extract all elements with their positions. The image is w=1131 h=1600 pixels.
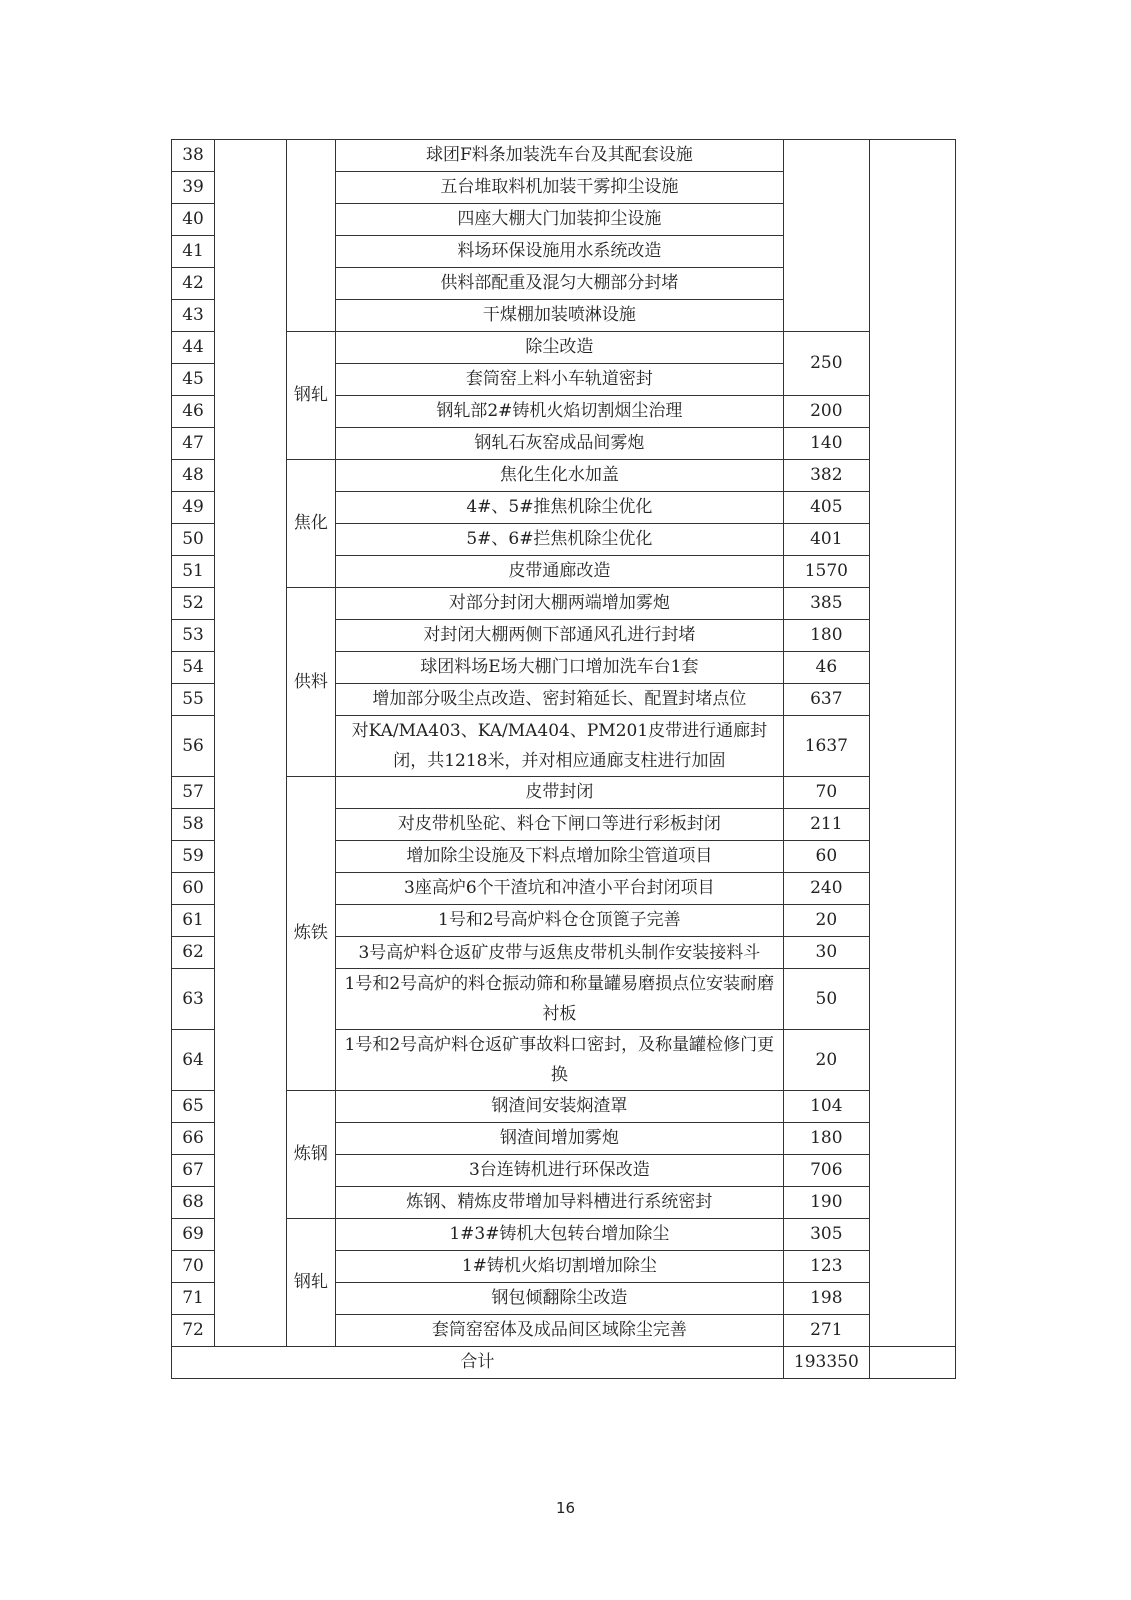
total-row [172, 1347, 956, 1379]
row-number: 39 [172, 172, 215, 204]
row-number: 61 [172, 905, 215, 937]
amount-cell: 271 [783, 1315, 869, 1347]
item-cell: 1号和2号高炉的料仓振动筛和称量罐易磨损点位安装耐磨衬板 [335, 969, 783, 1030]
amount-cell: 140 [783, 428, 869, 460]
table-row [172, 588, 956, 620]
amount-cell: 401 [783, 524, 869, 556]
item-cell: 皮带通廊改造 [335, 556, 783, 588]
amount-cell: 104 [783, 1091, 869, 1123]
item-cell: 钢渣间增加雾炮 [335, 1123, 783, 1155]
amount-cell: 30 [783, 937, 869, 969]
department-cell: 供料 [286, 588, 335, 777]
row-number: 71 [172, 1283, 215, 1315]
table-row [172, 140, 956, 172]
row-number: 62 [172, 937, 215, 969]
row-number: 67 [172, 1155, 215, 1187]
item-cell: 3座高炉6个干渣坑和冲渣小平台封闭项目 [335, 873, 783, 905]
amount-cell: 70 [783, 777, 869, 809]
category-cell [215, 140, 287, 1347]
item-cell: 皮带封闭 [335, 777, 783, 809]
row-number: 41 [172, 236, 215, 268]
row-number: 49 [172, 492, 215, 524]
item-cell: 1号和2号高炉料仓仓顶篦子完善 [335, 905, 783, 937]
department-cell: 炼铁 [286, 777, 335, 1091]
page-number: 16 [555, 1499, 576, 1517]
department-cell [286, 140, 335, 332]
item-cell: 干煤棚加装喷淋设施 [335, 300, 783, 332]
table-row [172, 1219, 956, 1251]
amount-cell: 1637 [783, 716, 869, 777]
row-number: 42 [172, 268, 215, 300]
amount-cell: 20 [783, 905, 869, 937]
row-number: 58 [172, 809, 215, 841]
amount-cell: 405 [783, 492, 869, 524]
row-number: 40 [172, 204, 215, 236]
amount-cell: 60 [783, 841, 869, 873]
row-number: 52 [172, 588, 215, 620]
item-cell: 钢包倾翻除尘改造 [335, 1283, 783, 1315]
item-cell: 焦化生化水加盖 [335, 460, 783, 492]
item-cell: 四座大棚大门加装抑尘设施 [335, 204, 783, 236]
amount-cell: 200 [783, 396, 869, 428]
amount-cell: 240 [783, 873, 869, 905]
department-cell: 焦化 [286, 460, 335, 588]
row-number: 70 [172, 1251, 215, 1283]
row-number: 66 [172, 1123, 215, 1155]
row-number: 48 [172, 460, 215, 492]
amount-cell: 180 [783, 620, 869, 652]
item-cell: 球团F料条加装洗车台及其配套设施 [335, 140, 783, 172]
item-cell: 炼钢、精炼皮带增加导料槽进行系统密封 [335, 1187, 783, 1219]
row-number: 56 [172, 716, 215, 777]
row-number: 47 [172, 428, 215, 460]
item-cell: 料场环保设施用水系统改造 [335, 236, 783, 268]
row-number: 53 [172, 620, 215, 652]
table-row [172, 332, 956, 364]
item-cell: 4#、5#推焦机除尘优化 [335, 492, 783, 524]
item-cell: 钢轧部2#铸机火焰切割烟尘治理 [335, 396, 783, 428]
department-cell: 炼钢 [286, 1091, 335, 1219]
amount-cell: 46 [783, 652, 869, 684]
project-table [171, 139, 956, 1379]
amount-cell: 637 [783, 684, 869, 716]
amount-cell: 382 [783, 460, 869, 492]
item-cell: 对封闭大棚两侧下部通风孔进行封堵 [335, 620, 783, 652]
row-number: 45 [172, 364, 215, 396]
row-number: 63 [172, 969, 215, 1030]
item-cell: 对皮带机坠砣、料仓下闸口等进行彩板封闭 [335, 809, 783, 841]
item-cell: 除尘改造 [335, 332, 783, 364]
item-cell: 增加部分吸尘点改造、密封箱延长、配置封堵点位 [335, 684, 783, 716]
row-number: 43 [172, 300, 215, 332]
row-number: 72 [172, 1315, 215, 1347]
row-number: 55 [172, 684, 215, 716]
row-number: 65 [172, 1091, 215, 1123]
item-cell: 套筒窑上料小车轨道密封 [335, 364, 783, 396]
row-number: 68 [172, 1187, 215, 1219]
item-cell: 3号高炉料仓返矿皮带与返焦皮带机头制作安装接料斗 [335, 937, 783, 969]
row-number: 51 [172, 556, 215, 588]
item-cell: 钢渣间安装焖渣罩 [335, 1091, 783, 1123]
row-number: 46 [172, 396, 215, 428]
amount-cell: 1570 [783, 556, 869, 588]
row-number: 60 [172, 873, 215, 905]
table-row [172, 777, 956, 809]
row-number: 59 [172, 841, 215, 873]
row-number: 54 [172, 652, 215, 684]
row-number: 50 [172, 524, 215, 556]
department-cell: 钢轧 [286, 1219, 335, 1347]
item-cell: 球团料场E场大棚门口增加洗车台1套 [335, 652, 783, 684]
item-cell: 供料部配重及混匀大棚部分封堵 [335, 268, 783, 300]
row-number: 64 [172, 1030, 215, 1091]
amount-cell: 180 [783, 1123, 869, 1155]
amount-cell [783, 140, 869, 332]
amount-cell: 211 [783, 809, 869, 841]
row-number: 69 [172, 1219, 215, 1251]
item-cell: 3台连铸机进行环保改造 [335, 1155, 783, 1187]
amount-cell: 305 [783, 1219, 869, 1251]
item-cell: 五台堆取料机加装干雾抑尘设施 [335, 172, 783, 204]
table-row [172, 460, 956, 492]
item-cell: 1#铸机火焰切割增加除尘 [335, 1251, 783, 1283]
row-number: 57 [172, 777, 215, 809]
row-number: 44 [172, 332, 215, 364]
note-cell [869, 1347, 955, 1379]
item-cell: 增加除尘设施及下料点增加除尘管道项目 [335, 841, 783, 873]
item-cell: 钢轧石灰窑成品间雾炮 [335, 428, 783, 460]
amount-cell: 20 [783, 1030, 869, 1091]
department-cell: 钢轧 [286, 332, 335, 460]
amount-cell: 198 [783, 1283, 869, 1315]
amount-cell: 123 [783, 1251, 869, 1283]
table-row [172, 1091, 956, 1123]
amount-cell: 250 [783, 332, 869, 396]
total-amount: 193350 [783, 1347, 869, 1379]
total-label: 合计 [172, 1347, 784, 1379]
amount-cell: 385 [783, 588, 869, 620]
amount-cell: 706 [783, 1155, 869, 1187]
item-cell: 1号和2号高炉料仓返矿事故料口密封，及称量罐检修门更换 [335, 1030, 783, 1091]
amount-cell: 50 [783, 969, 869, 1030]
item-cell: 套筒窑窑体及成品间区域除尘完善 [335, 1315, 783, 1347]
item-cell: 对KA/MA403、KA/MA404、PM201皮带进行通廊封闭，共1218米，并对相应通廊支柱进行加固 [335, 716, 783, 777]
item-cell: 1#3#铸机大包转台增加除尘 [335, 1219, 783, 1251]
item-cell: 5#、6#拦焦机除尘优化 [335, 524, 783, 556]
row-number: 38 [172, 140, 215, 172]
item-cell: 对部分封闭大棚两端增加雾炮 [335, 588, 783, 620]
note-cell [869, 140, 955, 1347]
amount-cell: 190 [783, 1187, 869, 1219]
